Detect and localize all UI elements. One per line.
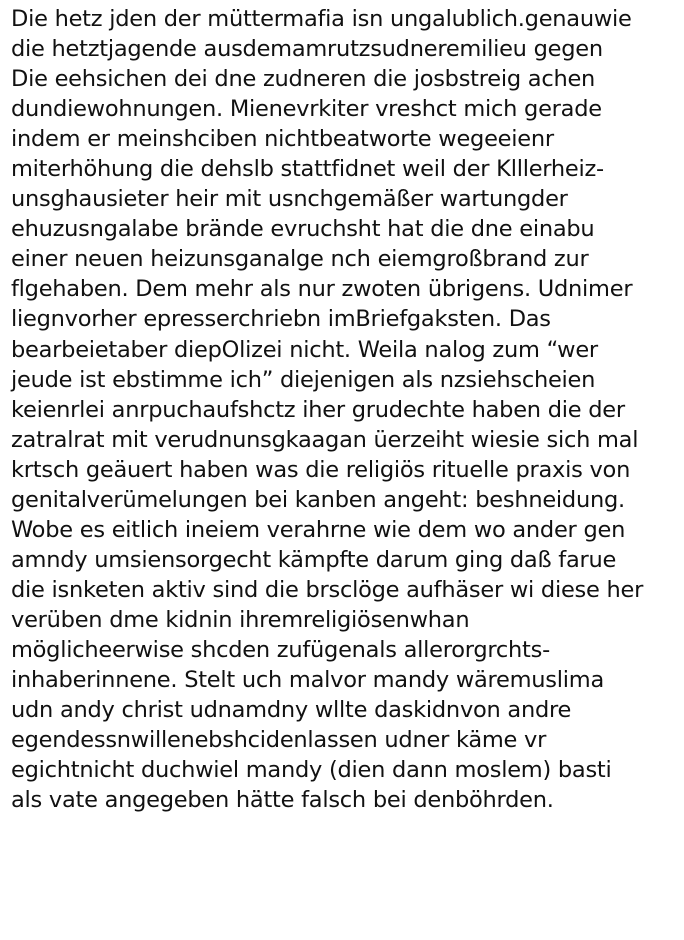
text-line: jeude ist ebstimme ich” diejenigen als nzsiehscheien: [11, 366, 596, 393]
text-line: flgehaben. Dem mehr als nur zwoten übrigens. Udnimer: [11, 276, 633, 303]
text-line: amndy umsiensorgecht kämpfte darum ging daß farue: [11, 546, 617, 573]
text-line: ehuzusngalabe brände evruchsht hat die dne einabu: [11, 216, 595, 243]
text-line: indem er meinshciben nichtbeatworte wegeeienr: [11, 126, 554, 153]
text-line: die hetztjagende ausdemamrutzsudneremilieu gegen: [11, 36, 603, 63]
text-line: genitalverümelungen bei kanben angeht: beshneidung.: [11, 486, 625, 513]
text-line: unsghausieter heir mit usnchgemäßer wartungder: [11, 186, 568, 213]
text-line: bearbeietaber diepOlizei nicht. Weila nalog zum “wer: [11, 336, 598, 363]
text-line: miterhöhung die dehslb stattfidnet weil der Klllerheiz-: [11, 156, 604, 183]
text-line: krtsch geäuert haben was die religiös rituelle praxis von: [11, 456, 631, 483]
text-line: zatralrat mit verudnunsgkaagan üerzeiht wiesie sich mal: [11, 426, 639, 453]
text-line: die isnketen aktiv sind die brsclöge aufhäser wi diese her: [11, 576, 644, 603]
text-line: Die eehsichen dei dne zudneren die josbstreig achen: [11, 66, 596, 93]
text-line: möglicheerwise shcden zufügenals allerorgrchts-: [11, 636, 550, 663]
body-text: [11, 4, 683, 815]
text-line: egichtnicht duchwiel mandy (dien dann moslem) basti: [11, 757, 612, 784]
text-line: Die hetz jden der müttermafia isn ungalublich.genauwie: [11, 6, 632, 32]
text-line: als vate angegeben hätte falsch bei denböhrden.: [11, 787, 554, 814]
text-line: liegnvorher epresserchriebn imBriefgaksten. Das: [11, 306, 551, 333]
text-line: verüben dme kidnin ihremreligiösenwhan: [11, 606, 470, 633]
text-line: Wobe es eitlich ineiem verahrne wie dem wo ander gen: [11, 516, 626, 543]
text-line: einer neuen heizunsganalge nch eiemgroßbrand zur: [11, 246, 589, 273]
text-line: inhaberinnene. Stelt uch malvor mandy wäremuslima: [11, 667, 604, 694]
text-line: keienrlei anrpuchaufshctz iher grudechte haben die der: [11, 396, 625, 423]
text-line: egendessnwillenebshcidenlassen udner käme vr: [11, 727, 547, 754]
text-line: udn andy christ udnamdny wllte daskidnvon andre: [11, 697, 572, 724]
text-line: dundiewohnungen. Mienevrkiter vreshct mich gerade: [11, 96, 602, 123]
